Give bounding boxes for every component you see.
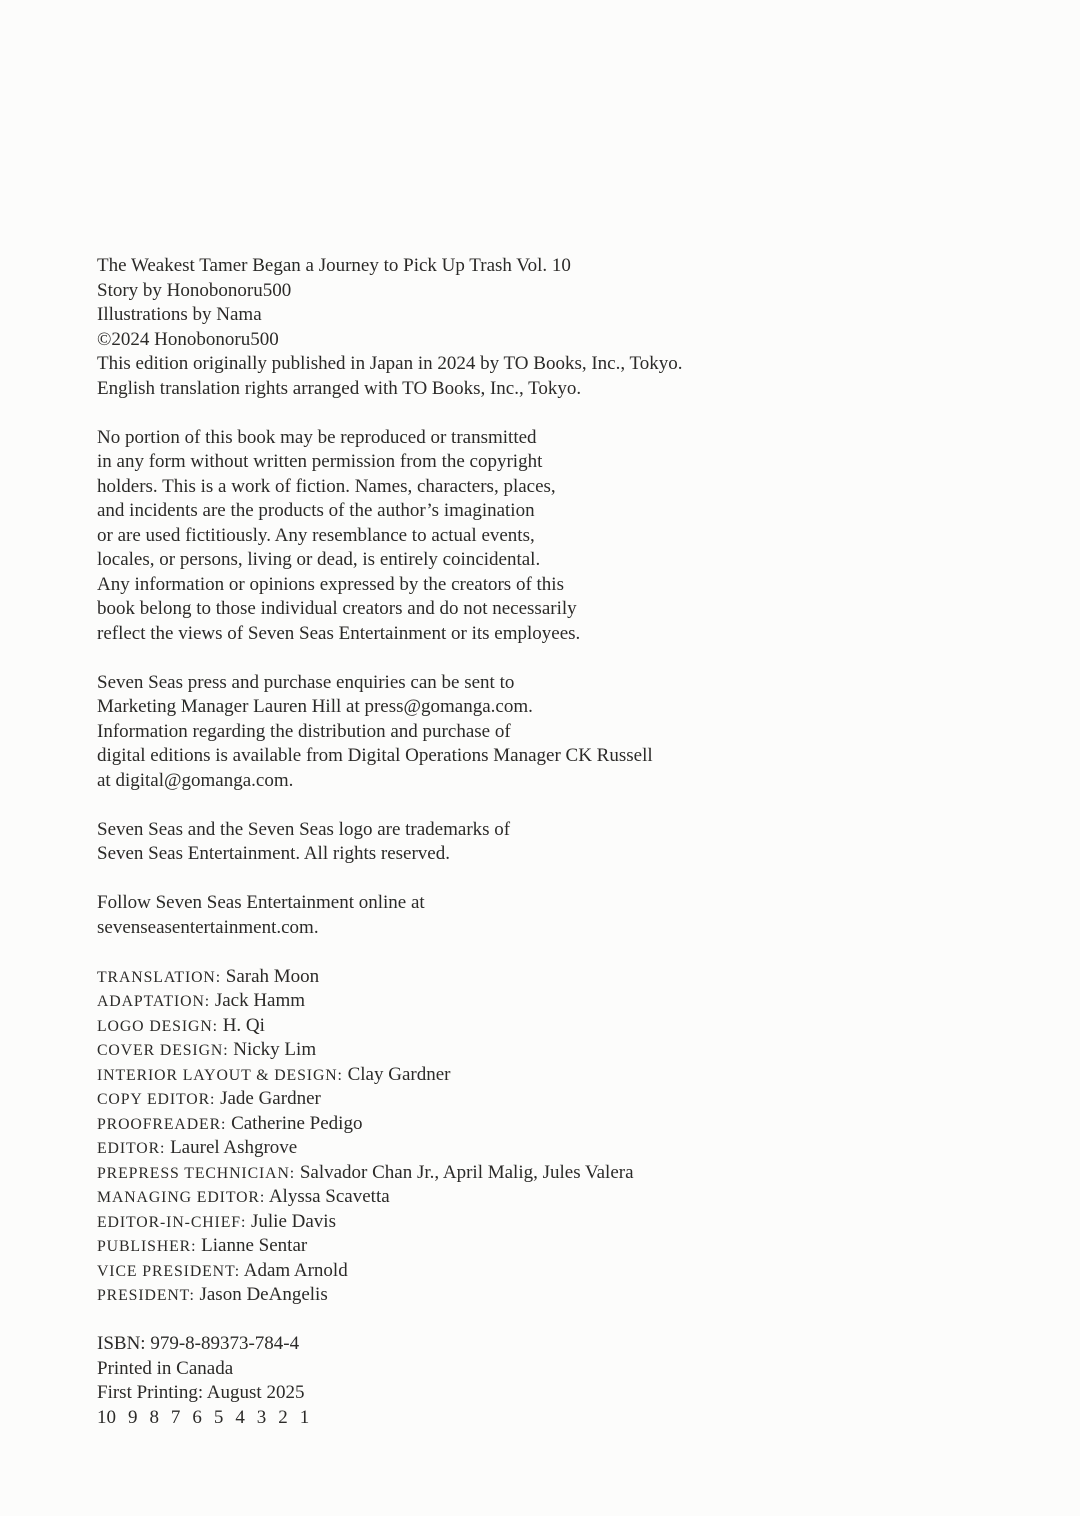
credit-name: H. Qi [222,1014,265,1036]
copyright-legal-notice: No portion of this book may be reproduced or transmitted in any form without written permission from the copyright holders. This is a work of fiction. Names, characters, places, and incidents are the products of the author’s imagination or are used fictitiously. Any resemblance to actual events, locales, or persons, living or dead, is entirely coincidental. Any information or opinions expressed by the creators of this book belong to those individual creators and do not necessarily reflect the views of Seven Seas Entertainment or its employees. [97,426,581,644]
credit-row [97,1038,990,1063]
credit-role-label: PROOFREADER: [97,1115,227,1133]
credit-row [97,1136,990,1161]
credit-row [97,1185,990,1210]
trademark-notice: Seven Seas and the Seven Seas logo are trademarks of Seven Seas Entertainment. All rights reserved. [97,818,511,864]
credit-name: Catherine Pedigo [231,1112,363,1134]
follow-online: Follow Seven Seas Entertainment online at sevenseasentertainment.com. [97,892,425,938]
credit-role-label: LOGO DESIGN: [97,1017,218,1035]
credit-name: Clay Gardner [347,1063,451,1085]
staff-credits [97,965,990,1308]
credit-row [97,1283,990,1308]
credit-role-label: MANAGING EDITOR: [97,1189,266,1206]
credit-name: Sarah Moon [225,965,320,987]
isbn-line: ISBN: 979-8-89373-784-4 [97,1333,300,1354]
printing-info [97,1332,990,1430]
credit-role-label: PRESIDENT: [97,1287,195,1304]
credit-role-label: TRANSLATION: [97,968,222,986]
first-printing-line: First Printing: August 2025 [97,1382,305,1403]
credit-name: Julie Davis [251,1210,336,1232]
credit-row [97,965,990,990]
credit-row [97,1112,990,1137]
credit-role-label: COVER DESIGN: [97,1042,229,1059]
publication-info: The Weakest Tamer Began a Journey to Pick Up Trash Vol. 10 Story by Honobonoru500 Illustrations by Nama ©2024 Honobonoru500 This edition originally published in Japan in 2024 by TO Books, Inc., Tokyo. English translation rights arranged with TO Books, Inc., Tokyo. [97,255,683,399]
credit-name: Lianne Sentar [201,1235,308,1256]
credit-name: Jack Hamm [214,990,306,1011]
credit-role-label: PREPRESS TECHNICIAN: [97,1164,296,1182]
credit-name: Jade Gardner [220,1088,321,1109]
credit-row [97,1063,990,1088]
credit-row [97,1161,990,1186]
credit-role-label: INTERIOR LAYOUT & DESIGN: [97,1066,343,1084]
credit-row [97,1259,990,1284]
press-contact-info: Seven Seas press and purchase enquiries can be sent to Marketing Manager Lauren Hill at press@gomanga.com. Information regarding the distribution and purchase of digital editions is available from Digital Operations Manager CK Russell at digital@gomanga.com. [97,671,653,791]
credit-row [97,1234,990,1259]
credit-name: Nicky Lim [233,1039,317,1060]
print-run-line: 10 9 8 7 6 5 4 3 2 1 [97,1406,310,1428]
credit-row [97,1087,990,1112]
credit-row [97,989,990,1014]
printed-in-line: Printed in Canada [97,1357,234,1379]
credit-role-label: ADAPTATION: [97,993,211,1010]
credit-row [97,1210,990,1235]
credit-row [97,1014,990,1039]
credit-name: Jason DeAngelis [199,1284,328,1305]
credit-name: Salvador Chan Jr., April Malig, Jules Valera [299,1161,634,1183]
credit-role-label: VICE PRESIDENT: [97,1262,241,1280]
credit-name: Adam Arnold [243,1259,348,1281]
credit-role-label: COPY EDITOR: [97,1091,216,1108]
credit-name: Alyssa Scavetta [268,1186,390,1207]
credit-role-label: PUBLISHER: [97,1238,197,1255]
credit-role-label: EDITOR: [97,1140,166,1157]
credit-name: Laurel Ashgrove [170,1137,298,1158]
credit-role-label: EDITOR-IN-CHIEF: [97,1213,247,1231]
